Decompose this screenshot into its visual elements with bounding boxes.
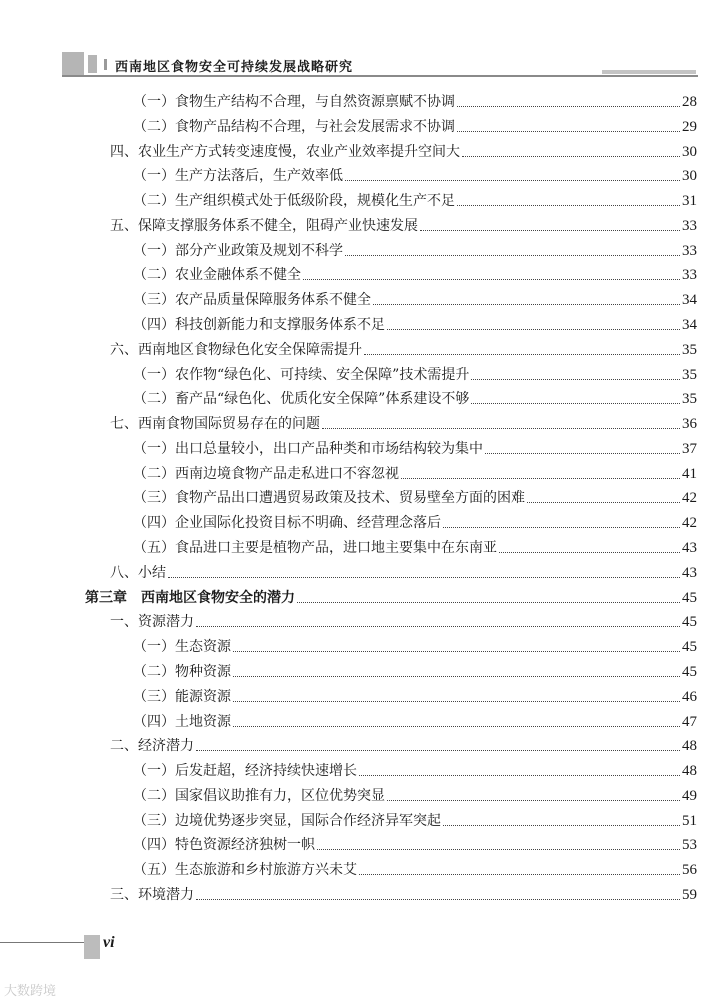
toc-entry-page: 41 xyxy=(682,465,697,482)
dot-leader xyxy=(196,899,680,900)
dot-leader xyxy=(443,527,680,528)
toc-entry-page: 51 xyxy=(682,812,697,829)
toc-entry[interactable] xyxy=(133,240,697,262)
toc-entry[interactable] xyxy=(110,562,697,584)
toc-entry[interactable] xyxy=(133,165,697,187)
toc-entry-title: （二）农业金融体系不健全 xyxy=(133,267,301,284)
dot-leader xyxy=(303,279,680,280)
toc-entry-page: 45 xyxy=(682,639,697,656)
toc-entry-title: （五）食品进口主要是植物产品，进口地主要集中在东南亚 xyxy=(133,540,497,557)
toc-entry[interactable] xyxy=(133,314,697,336)
toc-entry[interactable] xyxy=(110,413,697,435)
toc-entry[interactable] xyxy=(133,289,697,311)
toc-entry[interactable] xyxy=(133,686,697,708)
toc-entry-title: （三）边境优势逐步突显，国际合作经济异军突起 xyxy=(133,812,441,829)
dot-leader xyxy=(485,453,680,454)
toc-entry[interactable] xyxy=(110,339,697,361)
toc-entry-title: 三、环境潜力 xyxy=(110,886,194,903)
toc-entry[interactable] xyxy=(133,487,697,509)
toc-entry-page: 28 xyxy=(682,94,697,110)
toc-entry-page: 53 xyxy=(682,837,697,854)
toc-entry-page: 49 xyxy=(682,787,697,804)
toc-entry-page: 34 xyxy=(682,317,697,334)
dot-leader xyxy=(471,379,680,380)
dot-leader xyxy=(297,602,680,603)
toc-entry-title: （五）生态旅游和乡村旅游方兴未艾 xyxy=(133,862,357,879)
toc-entry-title: （四）科技创新能力和支撑服务体系不足 xyxy=(133,317,385,334)
watermark: 大数跨境 xyxy=(4,984,57,999)
toc-entry[interactable] xyxy=(110,141,697,163)
toc-entry[interactable] xyxy=(133,711,697,733)
toc-entry-page: 56 xyxy=(682,862,697,879)
toc-entry-title: （一）生产方法落后，生产效率低 xyxy=(133,168,343,185)
toc-entry-page: 48 xyxy=(682,763,697,780)
dot-leader xyxy=(499,552,680,553)
toc-entry-page: 42 xyxy=(682,490,697,507)
toc-entry-title: 第三章 西南地区食物安全的潜力 xyxy=(85,589,295,606)
toc-entry-page: 30 xyxy=(682,168,697,185)
toc-entry[interactable] xyxy=(133,388,697,410)
toc-entry-title: （一）后发赶超，经济持续快速增长 xyxy=(133,763,357,780)
toc-entry[interactable] xyxy=(133,537,697,559)
dot-leader xyxy=(387,800,680,801)
toc-entry[interactable] xyxy=(133,810,697,832)
toc-entry-page: 43 xyxy=(682,540,697,557)
toc-entry-page: 30 xyxy=(682,143,697,160)
dot-leader xyxy=(401,478,680,479)
dot-leader xyxy=(317,849,680,850)
toc-entry[interactable] xyxy=(133,512,697,534)
toc-entry-page: 31 xyxy=(682,193,697,210)
toc-entry-title: （一）生态资源 xyxy=(133,639,231,656)
toc-entry-title: 七、西南食物国际贸易存在的问题 xyxy=(110,416,320,433)
dot-leader xyxy=(462,156,680,157)
toc-entry-title: 五、保障支撑服务体系不健全，阻碍产业快速发展 xyxy=(110,217,418,234)
toc-entry[interactable] xyxy=(133,661,697,683)
toc-entry-title: 一、资源潜力 xyxy=(110,614,194,631)
toc-entry-title: （三）农产品质量保障服务体系不健全 xyxy=(133,292,371,309)
toc-entry-page: 33 xyxy=(682,217,697,234)
toc-entry-title: （一）出口总量较小，出口产品种类和市场结构较为集中 xyxy=(133,440,483,457)
dot-leader xyxy=(168,577,680,578)
toc-entry[interactable] xyxy=(133,438,697,460)
dot-leader xyxy=(233,701,680,702)
dot-leader xyxy=(457,106,680,107)
toc-entry-page: 45 xyxy=(682,589,697,606)
toc-entry[interactable] xyxy=(133,859,697,881)
toc-entry-title: （一）部分产业政策及规划不科学 xyxy=(133,242,343,259)
footer-decoration-block xyxy=(84,935,100,959)
toc-entry-title: （二）畜产品“绿色化、优质化安全保障”体系建设不够 xyxy=(133,391,470,408)
toc-entry-page: 46 xyxy=(682,688,697,705)
toc-entry-page: 34 xyxy=(682,292,697,309)
toc-entry-page: 29 xyxy=(682,118,697,135)
dot-leader xyxy=(345,255,680,256)
dot-leader xyxy=(233,726,680,727)
toc-entry[interactable] xyxy=(133,636,697,658)
toc-entry-page: 36 xyxy=(682,416,697,433)
toc-entry[interactable] xyxy=(133,834,697,856)
toc-entry-page: 35 xyxy=(682,341,697,358)
toc-entry-page: 45 xyxy=(682,614,697,631)
toc-entry[interactable] xyxy=(133,116,697,138)
toc-entry[interactable] xyxy=(133,364,697,386)
toc-entry-page: 42 xyxy=(682,515,697,532)
toc-entry-page: 33 xyxy=(682,267,697,284)
toc-entry-title: （一）食物生产结构不合理，与自然资源禀赋不协调 xyxy=(133,94,455,110)
toc-entry-title: （三）能源资源 xyxy=(133,688,231,705)
header-decoration-block xyxy=(104,59,107,70)
dot-leader xyxy=(443,825,680,826)
dot-leader xyxy=(457,131,680,132)
toc-entry-page: 35 xyxy=(682,391,697,408)
toc-entry-title: （一）农作物“绿色化、可持续、安全保障”技术需提升 xyxy=(133,366,470,383)
toc-entry-title: （二）国家倡议助推有力，区位优势突显 xyxy=(133,787,385,804)
dot-leader xyxy=(471,403,680,404)
toc-entry-page: 37 xyxy=(682,440,697,457)
toc-entry-title: （四）企业国际化投资目标不明确、经营理念落后 xyxy=(133,515,441,532)
toc-entry[interactable] xyxy=(110,215,697,237)
toc-entry-page: 47 xyxy=(682,713,697,730)
dot-leader xyxy=(387,329,680,330)
dot-leader xyxy=(527,502,680,503)
dot-leader xyxy=(359,775,680,776)
dot-leader xyxy=(196,750,680,751)
header-rule xyxy=(62,75,698,77)
book-title: 西南地区食物安全可持续发展战略研究 xyxy=(115,60,354,75)
toc-entry[interactable] xyxy=(133,463,697,485)
toc-entry[interactable] xyxy=(133,91,697,113)
toc-entry-title: （三）食物产品出口遭遇贸易政策及技术、贸易壁垒方面的困难 xyxy=(133,490,525,507)
header-decoration-bar xyxy=(602,70,696,74)
toc-entry-page: 59 xyxy=(682,886,697,903)
dot-leader xyxy=(233,651,680,652)
header-decoration-block xyxy=(88,55,97,73)
toc-entry[interactable] xyxy=(85,587,697,609)
dot-leader xyxy=(373,304,680,305)
toc-entry[interactable] xyxy=(110,611,697,633)
toc-entry-page: 35 xyxy=(682,366,697,383)
dot-leader xyxy=(322,428,680,429)
toc-entry-page: 45 xyxy=(682,663,697,680)
toc-entry[interactable] xyxy=(133,190,697,212)
toc-entry[interactable] xyxy=(133,785,697,807)
toc-entry-title: （二）食物产品结构不合理，与社会发展需求不协调 xyxy=(133,118,455,135)
toc-entry-title: 八、小结 xyxy=(110,564,166,581)
toc-entry-page: 48 xyxy=(682,738,697,755)
toc-entry-title: 六、西南地区食物绿色化安全保障需提升 xyxy=(110,341,362,358)
toc-entry-title: （二）生产组织模式处于低级阶段，规模化生产不足 xyxy=(133,193,455,210)
toc-entry-title: 二、经济潜力 xyxy=(110,738,194,755)
toc-entry[interactable] xyxy=(110,735,697,757)
toc-entry-page: 43 xyxy=(682,564,697,581)
dot-leader xyxy=(420,230,680,231)
dot-leader xyxy=(457,205,680,206)
footer-rule xyxy=(0,942,96,943)
toc-entry[interactable] xyxy=(133,264,697,286)
dot-leader xyxy=(196,626,680,627)
header-decoration-block xyxy=(62,52,84,76)
page-number: vi xyxy=(103,934,115,951)
toc-entry[interactable] xyxy=(133,760,697,782)
toc-entry-title: （二）西南边境食物产品走私进口不容忽视 xyxy=(133,465,399,482)
dot-leader xyxy=(345,180,680,181)
toc-entry-title: 四、农业生产方式转变速度慢，农业产业效率提升空间大 xyxy=(110,143,460,160)
toc-entry-title: （二）物种资源 xyxy=(133,663,231,680)
toc-entry-page: 33 xyxy=(682,242,697,259)
dot-leader xyxy=(364,354,680,355)
toc-entry[interactable] xyxy=(110,884,697,906)
dot-leader xyxy=(233,676,680,677)
toc-entry-title: （四）土地资源 xyxy=(133,713,231,730)
toc-entry-title: （四）特色资源经济独树一帜 xyxy=(133,837,315,854)
dot-leader xyxy=(359,874,680,875)
